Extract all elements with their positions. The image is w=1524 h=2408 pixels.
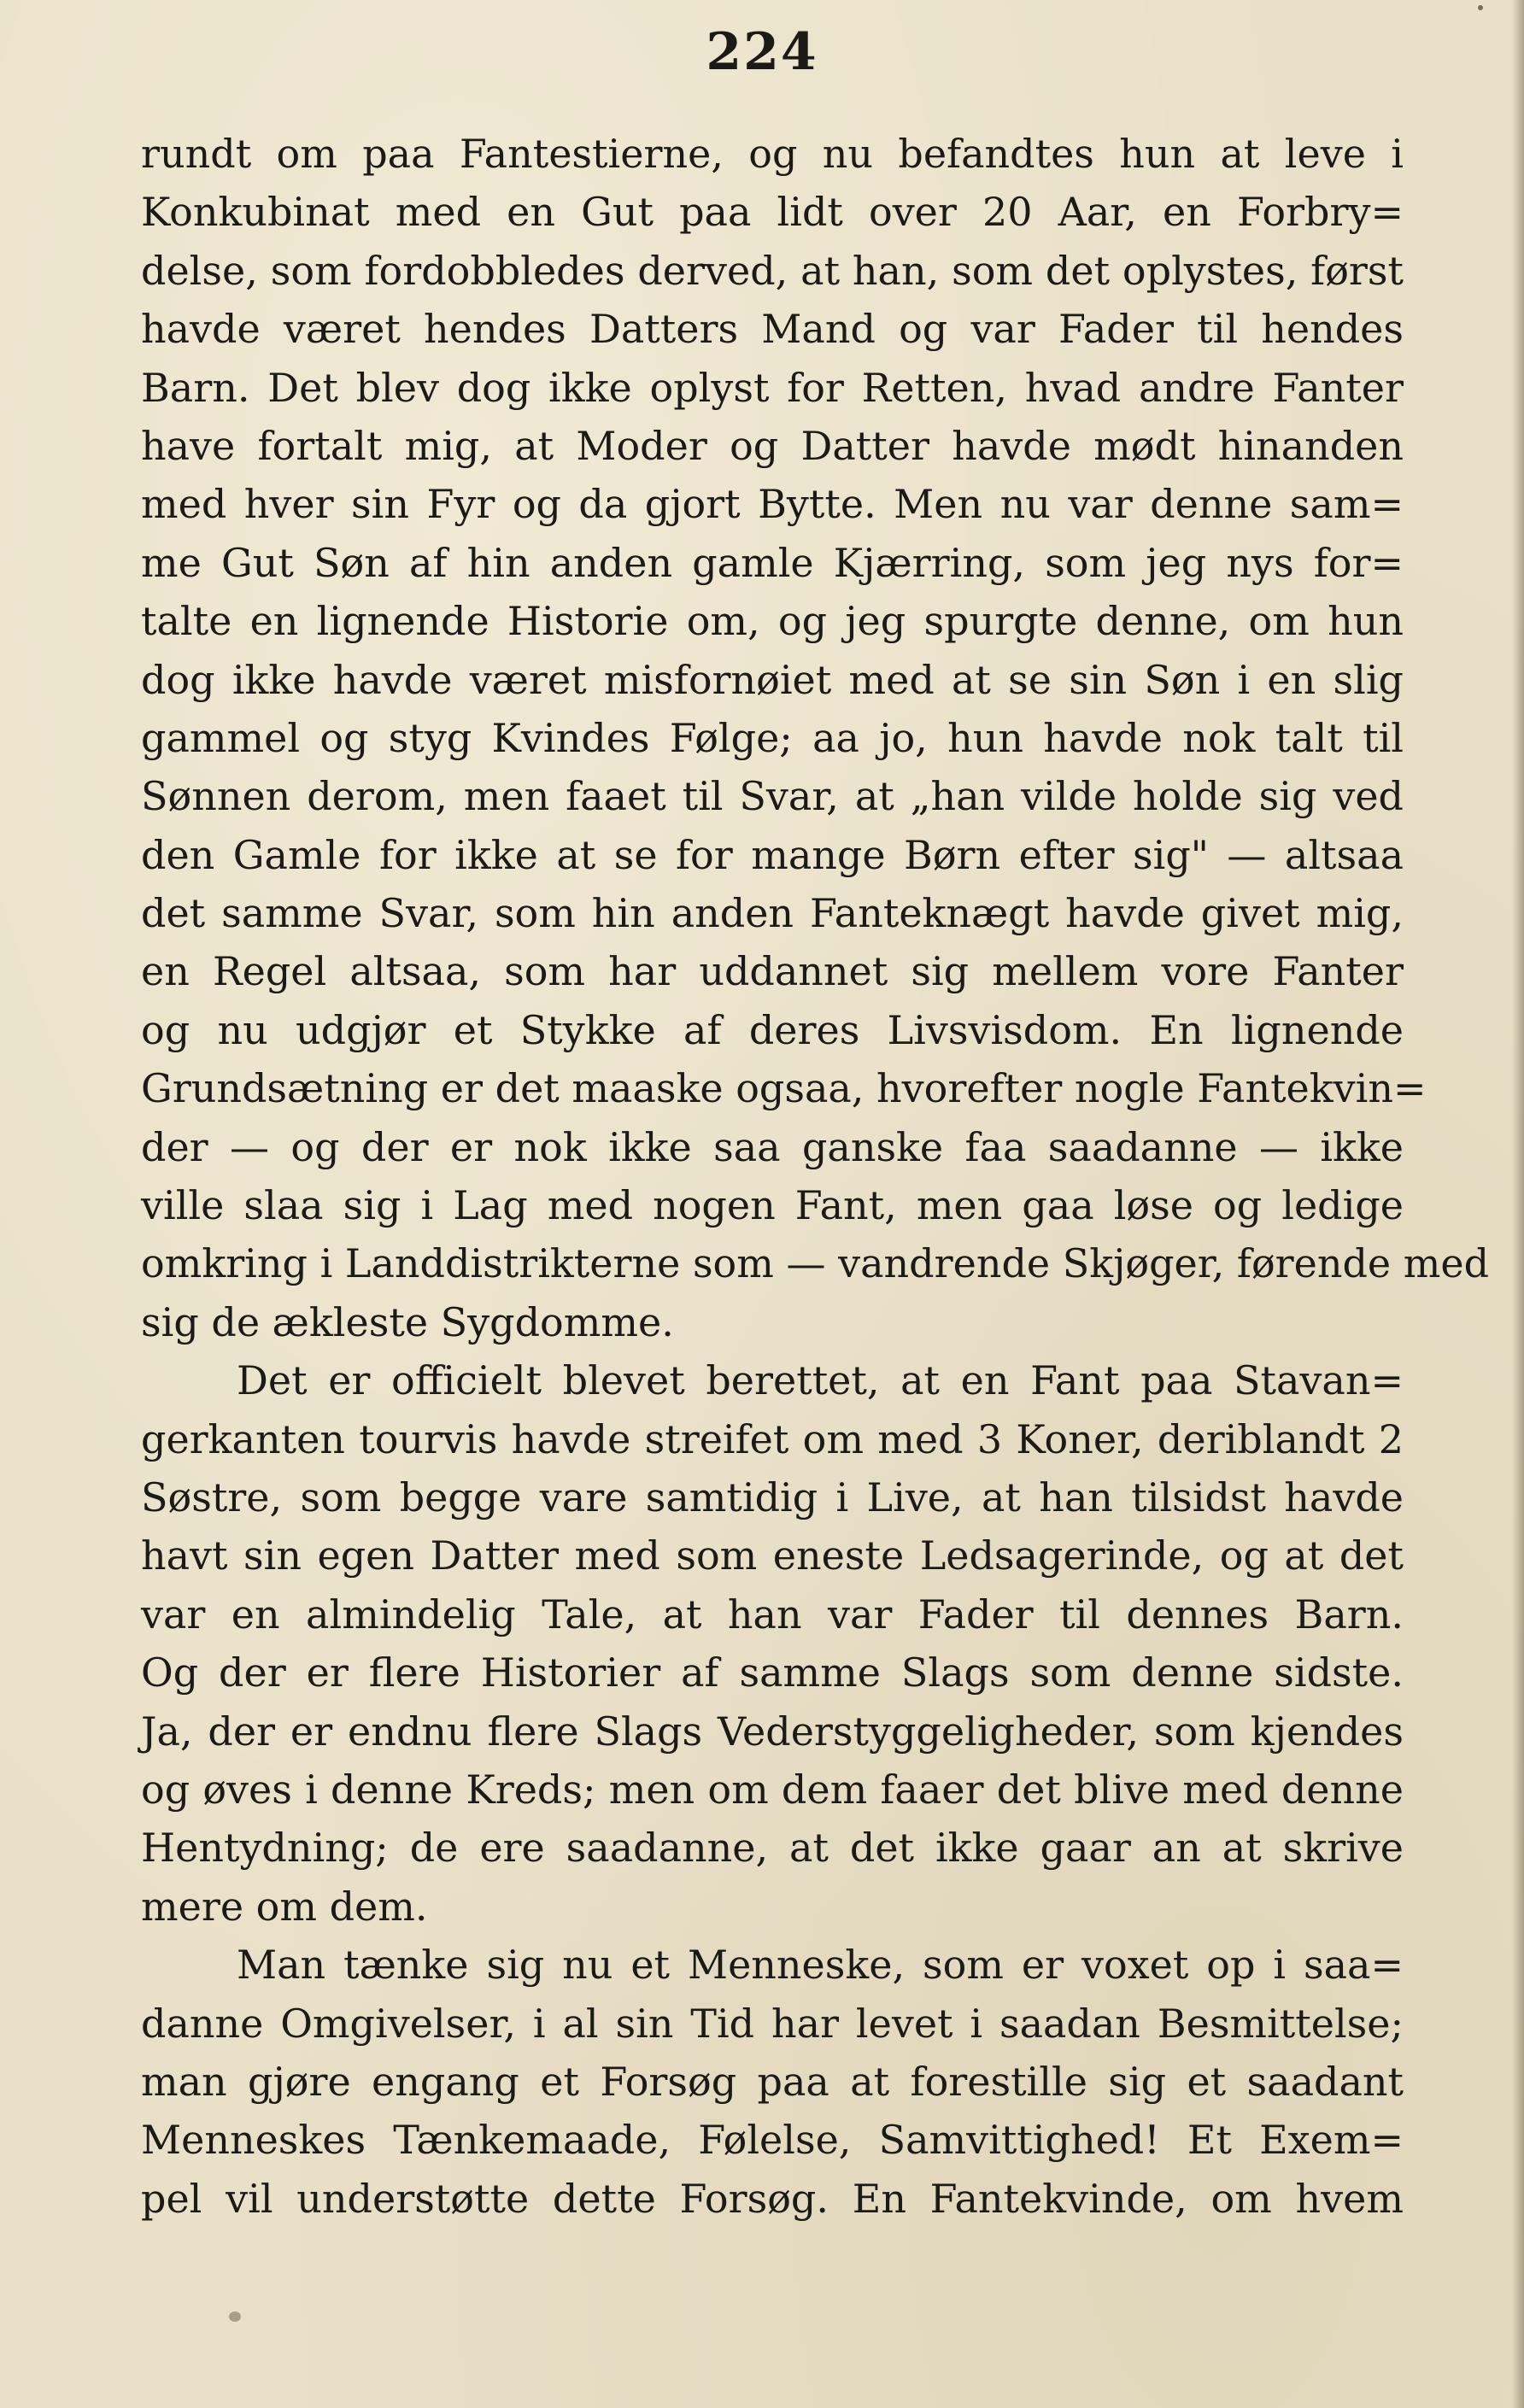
text-line: den Gamle for ikke at se for mange Børn efter sig" — altsaa — [141, 831, 1404, 878]
text-line: pel vil understøtte dette Forsøg. En Fantekvinde, om hvem — [141, 2175, 1404, 2222]
text-line: Barn. Det blev dog ikke oplyst for Retten, hvad andre Fanter — [141, 364, 1404, 411]
text-line: der — og der er nok ikke saa ganske faa saadanne — ikke — [141, 1123, 1404, 1170]
text-line: Søstre, som begge vare samtidig i Live, at han tilsidst havde — [141, 1474, 1404, 1520]
text-line: det samme Svar, som hin anden Fanteknægt havde givet mig, — [141, 890, 1404, 937]
ink-speck — [1478, 5, 1483, 10]
text-line: Grundsætning er det maaske ogsaa, hvorefter nogle Fantekvin= — [141, 1065, 1427, 1112]
text-line: Menneskes Tænkemaade, Følelse, Samvittighed! Et Exem= — [141, 2117, 1404, 2164]
text-line: med hver sin Fyr og da gjort Bytte. Men nu var denne sam= — [141, 481, 1404, 528]
paragraph-3 — [141, 1936, 1404, 2228]
text-line: Man tænke sig nu et Menneske, som er voxet op i saa= — [237, 1942, 1404, 1989]
paragraph-2 — [141, 1351, 1404, 1936]
text-line: og øves i denne Kreds; men om dem faaer det blive med denne — [141, 1766, 1404, 1813]
paragraph-1 — [141, 125, 1490, 1351]
text-line: og nu udgjør et Stykke af deres Livsvisdom. En lignende — [141, 1006, 1404, 1053]
text-line: delse, som fordobbledes derved, at han, som det oplystes, først — [141, 247, 1404, 294]
page-edge-shadow — [1512, 0, 1524, 2408]
text-line: sig de ækleste Sygdomme. — [141, 1298, 674, 1345]
ink-smudge — [229, 2311, 241, 2322]
body-text — [141, 125, 1490, 2228]
text-line: Sønnen derom, men faaet til Svar, at „han vilde holde sig ved — [141, 773, 1404, 820]
text-line: havt sin egen Datter med som eneste Ledsagerinde, og at det — [141, 1532, 1404, 1579]
text-line: mere om dem. — [141, 1883, 428, 1930]
text-line: Og der er flere Historier af samme Slags som denne sidste. — [141, 1649, 1404, 1696]
text-line: rundt om paa Fantestierne, og nu befandtes hun at leve i — [141, 131, 1404, 177]
text-line: talte en lignende Historie om, og jeg spurgte denne, om hun — [141, 598, 1404, 645]
text-line: havde været hendes Datters Mand og var Fader til hendes — [141, 306, 1404, 353]
text-line: Konkubinat med en Gut paa lidt over 20 Aar, en Forbry= — [141, 189, 1404, 236]
text-line: omkring i Landdistrikterne som — vandrende Skjøger, førende med — [141, 1240, 1490, 1287]
text-line: Ja, der er endnu flere Slags Vederstyggeligheder, som kjendes — [141, 1708, 1404, 1755]
text-line: var en almindelig Tale, at han var Fader til dennes Barn. — [141, 1591, 1404, 1638]
text-line: gammel og styg Kvindes Følge; aa jo, hun havde nok talt til — [141, 714, 1404, 761]
text-line: dog ikke havde været misfornøiet med at se sin Søn i en slig — [141, 656, 1404, 703]
page-number: 224 — [706, 22, 818, 82]
text-line: ville slaa sig i Lag med nogen Fant, men gaa løse og ledige — [141, 1182, 1404, 1229]
text-line: en Regel altsaa, som har uddannet sig mellem vore Fanter — [141, 948, 1404, 995]
text-line: gerkanten tourvis havde streifet om med 3 Koner, deriblandt 2 — [141, 1415, 1404, 1462]
text-line: Hentydning; de ere saadanne, at det ikke gaar an at skrive — [141, 1825, 1404, 1872]
text-line: man gjøre engang et Forsøg paa at forestille sig et saadant — [141, 2058, 1404, 2105]
text-line: me Gut Søn af hin anden gamle Kjærring, som jeg nys for= — [141, 539, 1404, 586]
text-line: Det er officielt blevet berettet, at en Fant paa Stavan= — [237, 1357, 1404, 1404]
text-line: have fortalt mig, at Moder og Datter havde mødt hinanden — [141, 422, 1404, 469]
text-line: danne Omgivelser, i al sin Tid har levet i saadan Besmittelse; — [141, 2000, 1404, 2047]
